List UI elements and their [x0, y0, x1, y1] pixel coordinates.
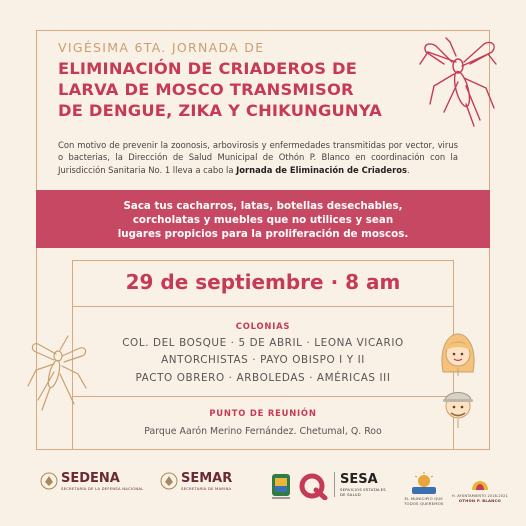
intro-highlight: Jornada de Eliminación de Criaderos [236, 164, 407, 175]
sedena-logo [40, 470, 144, 492]
eagle-icon [40, 470, 58, 492]
girl-icon [435, 328, 481, 378]
semar-sub: SECRETARÍA DE MARINA [181, 486, 232, 491]
title-line-1: ELIMINACIÓN DE CRIADEROS DE [58, 59, 358, 78]
mosquito-icon [400, 34, 510, 144]
meeting-label: PUNTO DE REUNIÓN [209, 408, 317, 418]
worker-icon [435, 382, 481, 432]
ayuntamiento-logo [452, 470, 508, 503]
colonias-line-2: ANTORCHISTAS · PAYO OBISPO I Y II [161, 354, 365, 366]
banner-line-3: lugares propicios para la proliferación de moscos. [117, 228, 409, 240]
eagle-icon [160, 470, 178, 492]
sedena-name: SEDENA [61, 471, 120, 486]
meeting-place: Parque Aarón Merino Fernández. Chetumal, Q. Roo [144, 426, 382, 437]
semar-logo [160, 470, 232, 492]
colonias-line-1: COL. DEL BOSQUE · 5 DE ABRIL · LEONA VICARIO [122, 337, 404, 349]
divider [72, 306, 454, 307]
sesa-q-icon [298, 472, 328, 500]
sedena-sub: SECRETARÍA DE LA DEFENSA NACIONAL [61, 486, 144, 491]
pre-title: VIGÉSIMA 6TA. JORNADA DE [58, 40, 265, 55]
colonias-line-3: PACTO OBRERO · ARBOLEDAS · AMÉRICAS III [135, 372, 391, 384]
municipio-logo [404, 472, 444, 506]
sesa-sub-1: SERVICIOS ESTATALES [340, 487, 386, 492]
page-title [58, 58, 418, 121]
divider [72, 396, 454, 397]
banner-line-2: corcholatas y muebles que no utilices y sean [132, 214, 394, 226]
sesa-sub-2: DE SALUD [340, 492, 361, 497]
banner-line-1: Saca tus cacharros, latas, botellas desechables, [123, 200, 403, 212]
semar-name: SEMAR [181, 471, 233, 486]
municipio-sub-1: EL MUNICIPIO QUE [404, 496, 443, 501]
mosquito-icon [24, 330, 94, 420]
municipio-sub-2: TODOS QUEREMOS [404, 501, 444, 506]
sun-icon [409, 472, 439, 496]
quintana-roo-icon [270, 472, 292, 500]
title-line-2: LARVA DE MOSCO TRANSMISOR [58, 80, 354, 99]
sun-icon [468, 470, 492, 494]
event-date: 29 de septiembre · 8 am [125, 270, 401, 294]
intro-paragraph: Con motivo de prevenir la zoonosis, arbovirosis y enfermedades transmitidas por vector, virus o bacterias, la Dirección de Salud Municipal de Othón P. Blanco en coordinación con la Jurisdicción Sanitaria No. 1 lleva a cabo la Jornada de Eliminación de Criaderos. [58, 140, 458, 175]
sesa-name: SESA [340, 472, 378, 487]
ayuntamiento-sub-2: OTHÓN P. BLANCO [458, 498, 501, 503]
sesa-logo [334, 472, 386, 497]
colonias-label: COLONIAS [235, 321, 291, 331]
ayuntamiento-sub-1: H. AYUNTAMIENTO 2018-2021 [452, 494, 508, 498]
title-line-3: DE DENGUE, ZIKA Y CHIKUNGUNYA [58, 101, 382, 120]
call-to-action-banner [36, 190, 490, 248]
